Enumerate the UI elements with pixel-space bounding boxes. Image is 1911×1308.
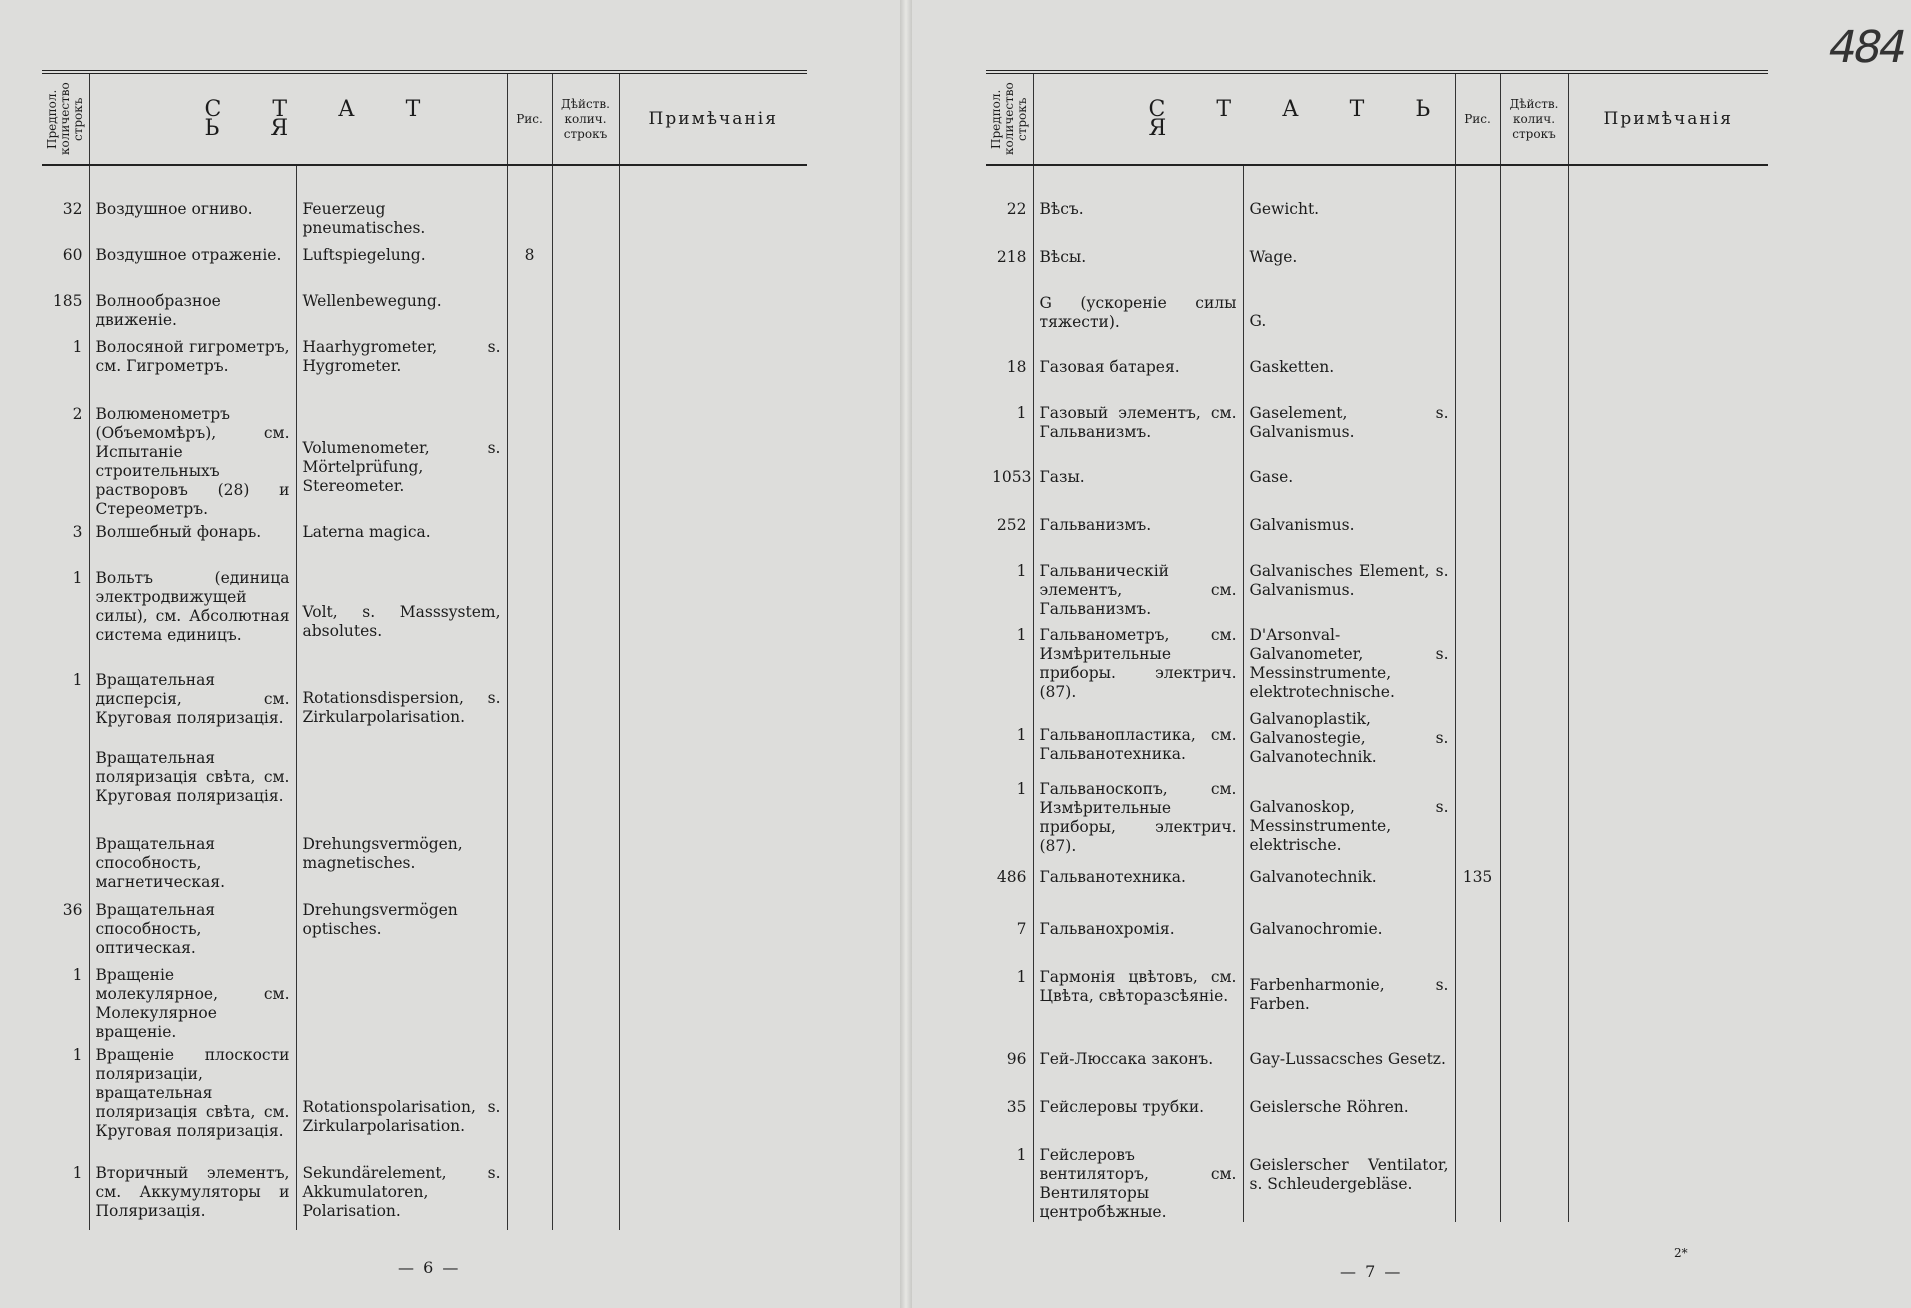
german-term: Haarhygrometer, s. Hygrometer. [296,334,507,401]
german-term: Gay-Lussacsches Gesetz. [1243,1046,1455,1094]
table-row [42,667,807,745]
german-term: D'Arsonval-Galvanometer, s. Messinstrumente, elektrotechnische. [1243,622,1455,706]
qty-cell: 1 [72,569,83,587]
notes-cell [1568,400,1768,464]
table-row [42,242,807,288]
figure-cell [1455,1142,1500,1222]
german-term: Rotationsdispersion, s. Zirkularpolarisation. [296,667,507,745]
figure-cell [1455,776,1500,864]
actual-lines-cell [552,745,619,831]
actual-lines-header: Дѣйств. колич. строкъ [552,72,619,165]
german-term: Galvanismus. [1243,512,1455,558]
figure-cell [1455,196,1500,244]
table-row [986,706,1768,776]
actual-lines-cell [1500,196,1568,244]
notes-cell [619,242,807,288]
table-row [42,401,807,519]
qty-cell: 32 [62,200,83,218]
notes-cell [619,401,807,519]
german-term: Feuerzeug pneumatisches. [296,196,507,242]
russian-term: Гальванотехника. [1033,864,1243,916]
table-row [986,512,1768,558]
german-term: Rotationspolarisation, s. Zirkularpolarisation. [296,1042,507,1160]
qty-cell: 35 [1006,1098,1027,1116]
actual-lines-cell [1500,964,1568,1046]
russian-term: Вращеніе плоскости поляризаціи, вращательная поляризація свѣта, см. Круговая поляризація. [89,1042,296,1160]
figure-cell [1455,1094,1500,1142]
table-row [986,1046,1768,1094]
german-term: Wellenbewegung. [296,288,507,334]
figure-cell [507,565,552,667]
notes-cell [1568,1094,1768,1142]
russian-term: Гальванометръ, см. Измѣрительные приборы. электрич. (87). [1033,622,1243,706]
qty-cell: 22 [1006,200,1027,218]
figure-cell [507,897,552,962]
actual-lines-cell [1500,1142,1568,1222]
actual-lines-cell [552,196,619,242]
notes-cell [619,565,807,667]
german-term: Galvanoskop, s. Messinstrumente, elektrische. [1243,776,1455,864]
figure-cell: 8 [507,242,552,288]
notes-cell [1568,1046,1768,1094]
notes-cell [1568,964,1768,1046]
german-term: Gewicht. [1243,196,1455,244]
actual-lines-cell [552,334,619,401]
notes-cell [1568,512,1768,558]
qty-cell: 218 [996,248,1027,266]
table-row [42,897,807,962]
russian-term: Газы. [1033,464,1243,512]
figure-cell [507,831,552,897]
fig-header: Рис. [507,72,552,165]
qty-header: Предпол. количество строкъ [986,72,1033,165]
table-row [42,1160,807,1230]
actual-lines-cell [552,242,619,288]
russian-term: Волосяной гигрометръ, см. Гигрометръ. [89,334,296,401]
qty-cell: 1053 [992,468,1032,486]
qty-cell: 1 [72,338,83,356]
table-row [42,519,807,565]
book-gutter [900,0,912,1308]
russian-term: Газовый элементъ, см. Гальванизмъ. [1033,400,1243,464]
table-row [42,565,807,667]
german-term: Galvanochromie. [1243,916,1455,964]
german-term: Sekundärelement, s. Akkumulatoren, Polarisation. [296,1160,507,1230]
actual-lines-cell [552,565,619,667]
notes-cell [619,745,807,831]
notes-cell [619,667,807,745]
article-header: С Т А Т Ь Я [1033,72,1455,165]
russian-term: Вращательная дисперсія, см. Круговая поляризація. [89,667,296,745]
qty-cell: 252 [996,516,1027,534]
table-row [986,622,1768,706]
figure-cell [507,1160,552,1230]
qty-cell: 1 [1016,726,1027,744]
german-term: Luftspiegelung. [296,242,507,288]
notes-cell [619,1160,807,1230]
qty-cell: 1 [1016,562,1027,580]
right-ledger-table [986,70,1768,1222]
notes-header: Примѣчанія [619,72,807,165]
figure-cell [507,962,552,1042]
russian-term: G (ускореніе силы тяжести). [1033,290,1243,354]
qty-cell: 1 [72,966,83,984]
actual-lines-cell [1500,558,1568,622]
actual-lines-cell [552,897,619,962]
russian-term: Волюменометръ (Объемомѣръ), см. Испытаніе строительныхъ растворовъ (28) и Стереометръ. [89,401,296,519]
russian-term: Вольтъ (единица электродвижущей силы), см. Абсолютная система единицъ. [89,565,296,667]
figure-cell [1455,622,1500,706]
notes-header: Примѣчанія [1568,72,1768,165]
german-term: Volumenometer, s. Mörtelprüfung, Stereometer. [296,401,507,519]
qty-cell: 3 [72,523,83,541]
german-term: Gase. [1243,464,1455,512]
qty-cell: 1 [72,671,83,689]
table-row [986,558,1768,622]
actual-lines-cell [1500,400,1568,464]
left-ledger-table [42,70,807,1230]
table-row [986,864,1768,916]
table-row [42,831,807,897]
russian-term: Вращательная способность, магнетическая. [89,831,296,897]
figure-cell [507,745,552,831]
qty-cell: 96 [1006,1050,1027,1068]
left-page [0,0,900,1308]
actual-lines-cell [1500,512,1568,558]
figure-cell [1455,400,1500,464]
german-term [296,962,507,1042]
table-row [42,1042,807,1160]
table-row [986,244,1768,290]
table-row [42,745,807,831]
german-term: Wage. [1243,244,1455,290]
russian-term: Гальванопластика, см. Гальванотехника. [1033,706,1243,776]
page-number: — 7 — [1340,1262,1403,1281]
notes-cell [1568,864,1768,916]
notes-cell [1568,464,1768,512]
russian-term: Вращательная поляризація свѣта, см. Круговая поляризація. [89,745,296,831]
russian-term: Гальваноскопъ, см. Измѣрительные приборы, электрич. (87). [1033,776,1243,864]
figure-cell [507,401,552,519]
notes-cell [619,334,807,401]
russian-term: Вторичный элементъ, см. Аккумуляторы и Поляризація. [89,1160,296,1230]
table-row [986,400,1768,464]
german-term: Galvanotechnik. [1243,864,1455,916]
figure-cell [1455,916,1500,964]
russian-term: Гальваническій элементъ, см. Гальванизмъ. [1033,558,1243,622]
russian-term: Вращательная способность, оптическая. [89,897,296,962]
actual-lines-cell [1500,622,1568,706]
qty-cell: 1 [1016,968,1027,986]
german-term: Farbenharmonie, s. Farben. [1243,964,1455,1046]
actual-lines-cell [552,519,619,565]
qty-cell: 2 [72,405,83,423]
actual-lines-cell [552,667,619,745]
actual-lines-cell [1500,464,1568,512]
right-page [912,0,1911,1308]
qty-cell: 60 [62,246,83,264]
german-term: Laterna magica. [296,519,507,565]
notes-cell [619,831,807,897]
russian-term: Воздушное огниво. [89,196,296,242]
figure-cell [1455,244,1500,290]
notes-cell [619,897,807,962]
russian-term: Вращеніе молекулярное, см. Молекулярное вращеніе. [89,962,296,1042]
german-term: Galvanisches Element, s. Galvanismus. [1243,558,1455,622]
notes-cell [1568,354,1768,400]
german-term: G. [1243,290,1455,354]
figure-cell: 135 [1455,864,1500,916]
russian-term: Газовая батарея. [1033,354,1243,400]
notes-cell [1568,706,1768,776]
figure-cell [1455,706,1500,776]
notes-cell [619,1042,807,1160]
table-header [986,72,1768,165]
table-row [986,964,1768,1046]
actual-lines-cell [1500,1046,1568,1094]
notes-cell [1568,776,1768,864]
table-row [986,464,1768,512]
figure-cell [507,1042,552,1160]
table-row [986,776,1768,864]
actual-lines-cell [552,962,619,1042]
qty-cell: 1 [1016,1146,1027,1164]
russian-term: Волшебный фонарь. [89,519,296,565]
german-term: Drehungsvermögen, magnetisches. [296,831,507,897]
russian-term: Воздушное отраженіе. [89,242,296,288]
notes-cell [1568,1142,1768,1222]
qty-cell: 185 [52,292,83,310]
table-header [42,72,807,165]
russian-term: Гей-Люссака законъ. [1033,1046,1243,1094]
table-row [986,1142,1768,1222]
german-term: Geislerscher Ventilator, s. Schleudergebläse. [1243,1142,1455,1222]
qty-cell: 1 [72,1046,83,1064]
russian-term: Волнообразное движеніе. [89,288,296,334]
actual-lines-cell [1500,290,1568,354]
article-header: С Т А Т Ь Я [89,72,507,165]
notes-cell [1568,196,1768,244]
figure-cell [1455,290,1500,354]
table-row [42,962,807,1042]
notes-cell [1568,558,1768,622]
actual-lines-cell [1500,1094,1568,1142]
german-term: Drehungsvermögen optisches. [296,897,507,962]
page-number: — 6 — [398,1258,461,1277]
fig-header: Рис. [1455,72,1500,165]
actual-lines-cell [552,401,619,519]
russian-term: Гейслеровы трубки. [1033,1094,1243,1142]
qty-cell: 1 [72,1164,83,1182]
qty-cell [42,745,89,831]
actual-lines-cell [552,288,619,334]
qty-cell: 1 [1016,626,1027,644]
qty-cell: 7 [1016,920,1027,938]
actual-lines-cell [1500,864,1568,916]
german-term: Geislersche Röhren. [1243,1094,1455,1142]
qty-cell [42,831,89,897]
figure-cell [507,667,552,745]
german-term [296,745,507,831]
qty-cell: 1 [1016,780,1027,798]
notes-cell [619,519,807,565]
table-row [42,196,807,242]
actual-lines-cell [1500,354,1568,400]
figure-cell [1455,964,1500,1046]
russian-term: Гейслеровъ вентиляторъ, см. Вентиляторы центробѣжные. [1033,1142,1243,1222]
actual-lines-cell [1500,244,1568,290]
russian-term: Вѣсы. [1033,244,1243,290]
figure-cell [1455,1046,1500,1094]
notes-cell [1568,290,1768,354]
notes-cell [619,962,807,1042]
german-term: Galvanoplastik, Galvanostegie, s. Galvanotechnik. [1243,706,1455,776]
figure-cell [1455,354,1500,400]
signature-mark: 2* [1674,1246,1688,1260]
german-term: Gasketten. [1243,354,1455,400]
figure-cell [507,288,552,334]
figure-cell [507,334,552,401]
notes-cell [1568,916,1768,964]
handwritten-number: 484 [1823,22,1910,73]
notes-cell [619,196,807,242]
table-row [986,916,1768,964]
table-row [986,1094,1768,1142]
qty-cell: 1 [1016,404,1027,422]
table-row [986,290,1768,354]
russian-term: Гальванохромія. [1033,916,1243,964]
qty-cell: 36 [62,901,83,919]
actual-lines-cell [1500,776,1568,864]
figure-cell [507,519,552,565]
table-row [42,288,807,334]
german-term: Gaselement, s. Galvanismus. [1243,400,1455,464]
notes-cell [1568,622,1768,706]
actual-lines-header: Дѣйств. колич. строкъ [1500,72,1568,165]
russian-term: Вѣсъ. [1033,196,1243,244]
qty-cell: 486 [996,868,1027,886]
qty-cell: 18 [1006,358,1027,376]
table-row [986,196,1768,244]
russian-term: Гальванизмъ. [1033,512,1243,558]
actual-lines-cell [552,1160,619,1230]
figure-cell [1455,512,1500,558]
qty-cell [986,290,1033,354]
notes-cell [1568,244,1768,290]
figure-cell [507,196,552,242]
actual-lines-cell [552,831,619,897]
actual-lines-cell [1500,706,1568,776]
russian-term: Гармонія цвѣтовъ, см. Цвѣта, свѣторазсѣяніе. [1033,964,1243,1046]
table-row [986,354,1768,400]
notes-cell [619,288,807,334]
figure-cell [1455,464,1500,512]
actual-lines-cell [1500,916,1568,964]
german-term: Volt, s. Masssystem, absolutes. [296,565,507,667]
figure-cell [1455,558,1500,622]
actual-lines-cell [552,1042,619,1160]
qty-header: Предпол. количество строкъ [42,72,89,165]
table-row [42,334,807,401]
